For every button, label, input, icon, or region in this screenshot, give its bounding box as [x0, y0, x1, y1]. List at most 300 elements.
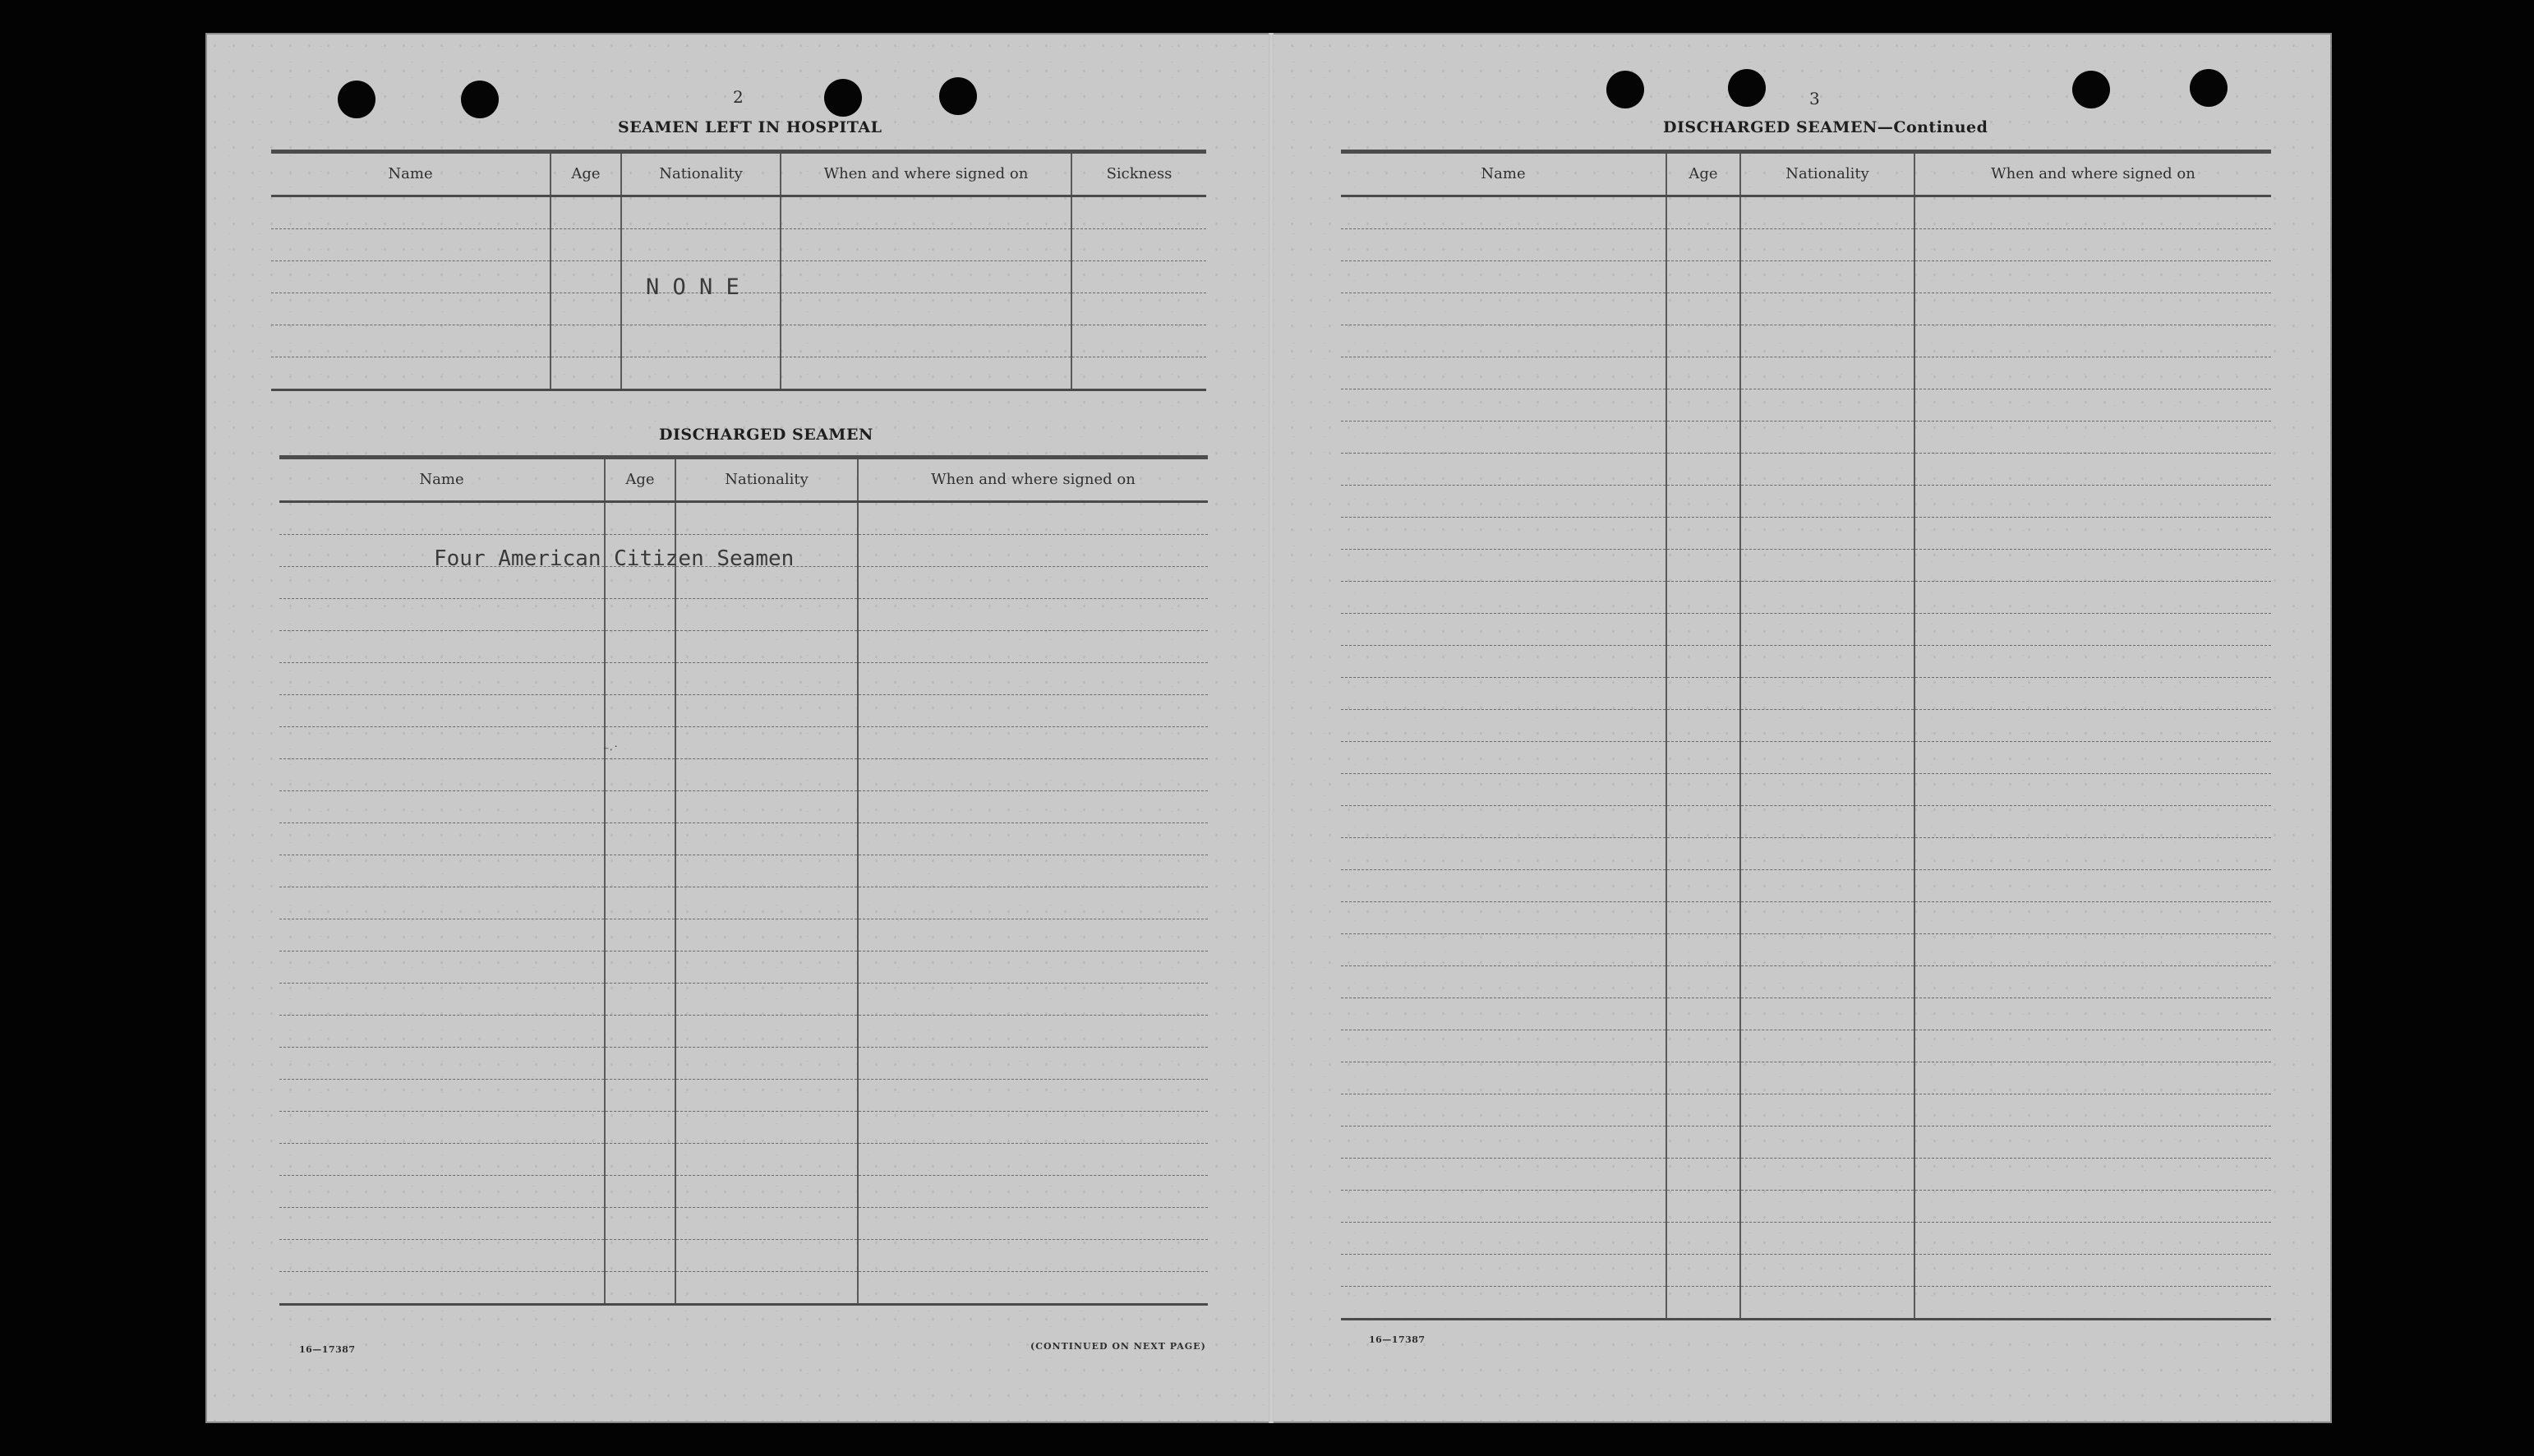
table-cell	[781, 325, 1071, 357]
table-row	[1341, 1030, 2271, 1062]
table-row	[279, 1176, 1208, 1208]
column-header: Sickness	[1071, 152, 1206, 196]
table-cell	[1740, 389, 1914, 422]
table-cell	[1914, 1094, 2271, 1127]
table-cell	[1914, 582, 2271, 614]
table-cell	[858, 791, 1208, 823]
table-row	[279, 663, 1208, 695]
table-cell	[271, 357, 551, 390]
table-cell	[675, 567, 858, 599]
manifest-sheet	[205, 33, 2332, 1423]
table-row	[279, 567, 1208, 599]
table-cell	[858, 695, 1208, 727]
table-row	[279, 502, 1208, 535]
table-cell	[1071, 293, 1206, 325]
table-row	[279, 631, 1208, 663]
table-cell	[1666, 357, 1740, 389]
table-cell	[1341, 1030, 1666, 1062]
table-cell	[279, 695, 605, 727]
table-row	[1341, 357, 2271, 389]
table-cell	[605, 1144, 675, 1176]
table-cell	[858, 951, 1208, 984]
discharged-table-right	[1341, 150, 2271, 1320]
right-page-number: 3	[1809, 89, 1820, 108]
table-cell	[1666, 1062, 1740, 1094]
table-cell	[1341, 486, 1666, 518]
table-cell	[858, 1080, 1208, 1112]
table-cell	[1666, 966, 1740, 998]
table-cell	[1341, 838, 1666, 870]
table-cell	[605, 599, 675, 631]
table-cell	[1666, 1287, 1740, 1320]
table-cell	[675, 502, 858, 535]
table-cell	[279, 951, 605, 984]
table-row	[279, 1112, 1208, 1144]
table-cell	[1341, 196, 1666, 229]
table-cell	[605, 759, 675, 791]
table-cell	[858, 984, 1208, 1016]
table-cell	[1914, 774, 2271, 806]
table-cell	[605, 855, 675, 887]
table-cell	[605, 1112, 675, 1144]
table-cell	[605, 1272, 675, 1305]
table-cell	[675, 1272, 858, 1305]
table-cell	[551, 293, 621, 325]
table-cell	[1666, 902, 1740, 934]
table-cell	[279, 887, 605, 919]
table-row	[1341, 902, 2271, 934]
table-row	[1341, 934, 2271, 966]
table-row	[1341, 1094, 2271, 1127]
table-cell	[1740, 1223, 1914, 1255]
table-cell	[1914, 998, 2271, 1030]
table-cell	[858, 567, 1208, 599]
table-row	[1341, 325, 2271, 357]
table-cell	[858, 1176, 1208, 1208]
punch-hole	[338, 81, 375, 118]
table-cell	[271, 196, 551, 229]
table-row	[279, 887, 1208, 919]
table-cell	[1914, 742, 2271, 774]
table-cell	[1666, 710, 1740, 742]
table-row	[279, 1240, 1208, 1272]
table-cell	[271, 325, 551, 357]
table-cell	[675, 951, 858, 984]
table-cell	[271, 261, 551, 293]
column-header: When and where signed on	[781, 152, 1071, 196]
table-cell	[1341, 1191, 1666, 1223]
punch-hole	[939, 77, 977, 115]
table-cell	[1341, 870, 1666, 902]
table-cell	[1740, 422, 1914, 454]
table-row	[1341, 389, 2271, 422]
table-cell	[605, 1048, 675, 1080]
table-cell	[605, 1240, 675, 1272]
table-row	[1341, 1062, 2271, 1094]
table-cell	[1666, 261, 1740, 293]
hospital-none-entry: N O N E	[646, 274, 739, 300]
table-row	[279, 855, 1208, 887]
table-cell	[1740, 870, 1914, 902]
table-row	[1341, 1191, 2271, 1223]
table-cell	[1914, 518, 2271, 550]
table-cell	[1914, 229, 2271, 261]
table-cell	[605, 567, 675, 599]
table-cell	[1071, 196, 1206, 229]
table-cell	[1666, 486, 1740, 518]
table-cell	[858, 759, 1208, 791]
column-header: Nationality	[621, 152, 781, 196]
table-cell	[675, 663, 858, 695]
column-header: Age	[605, 458, 675, 502]
table-row	[279, 695, 1208, 727]
table-cell	[1341, 614, 1666, 646]
table-cell	[1341, 998, 1666, 1030]
table-cell	[1740, 1030, 1914, 1062]
table-cell	[1666, 1191, 1740, 1223]
table-cell	[1341, 966, 1666, 998]
table-cell	[858, 1048, 1208, 1080]
table-cell	[1341, 1223, 1666, 1255]
column-header: Nationality	[675, 458, 858, 502]
table-cell	[1666, 646, 1740, 678]
left-page-number: 2	[733, 87, 744, 107]
column-header: When and where signed on	[858, 458, 1208, 502]
table-cell	[675, 1080, 858, 1112]
table-cell	[675, 791, 858, 823]
column-header: Age	[1666, 152, 1740, 196]
table-cell	[279, 1240, 605, 1272]
table-cell	[279, 1080, 605, 1112]
table-cell	[1341, 1062, 1666, 1094]
table-row	[1341, 1255, 2271, 1287]
table-cell	[675, 1048, 858, 1080]
table-cell	[675, 1240, 858, 1272]
table-cell	[1341, 325, 1666, 357]
table-cell	[1666, 1223, 1740, 1255]
table-cell	[279, 759, 605, 791]
table-cell	[1914, 293, 2271, 325]
discharged-section-title: DISCHARGED SEAMEN	[659, 426, 873, 444]
table-cell	[675, 823, 858, 855]
column-header: Nationality	[1740, 152, 1914, 196]
table-cell	[605, 1176, 675, 1208]
table-cell	[605, 919, 675, 951]
table-row	[1341, 582, 2271, 614]
table-row	[271, 325, 1206, 357]
discharged-table-left	[279, 455, 1208, 1306]
table-cell	[605, 823, 675, 855]
table-cell	[605, 1208, 675, 1240]
table-row	[1341, 1287, 2271, 1320]
table-cell	[1341, 806, 1666, 838]
table-cell	[1666, 1255, 1740, 1287]
table-cell	[1740, 518, 1914, 550]
table-cell	[1740, 774, 1914, 806]
table-cell	[605, 887, 675, 919]
table-cell	[1666, 293, 1740, 325]
punch-hole	[461, 81, 499, 118]
table-row	[1341, 998, 2271, 1030]
table-cell	[858, 855, 1208, 887]
table-cell	[1740, 1094, 1914, 1127]
table-cell	[605, 695, 675, 727]
table-cell	[1666, 742, 1740, 774]
table-cell	[1341, 710, 1666, 742]
table-cell	[1740, 838, 1914, 870]
table-cell	[279, 855, 605, 887]
table-cell	[1740, 293, 1914, 325]
left-form-number: 16—17387	[299, 1344, 356, 1355]
table-cell	[279, 1112, 605, 1144]
table-cell	[605, 631, 675, 663]
table-cell	[605, 502, 675, 535]
table-cell	[1666, 454, 1740, 486]
table-row	[279, 1144, 1208, 1176]
table-cell	[551, 196, 621, 229]
table-cell	[1666, 806, 1740, 838]
table-row	[279, 919, 1208, 951]
table-cell	[858, 1240, 1208, 1272]
table-row	[1341, 550, 2271, 582]
table-cell	[858, 1272, 1208, 1305]
table-row	[271, 196, 1206, 229]
right-form-number: 16—17387	[1369, 1334, 1426, 1345]
table-cell	[1341, 1255, 1666, 1287]
table-cell	[858, 663, 1208, 695]
table-cell	[1914, 934, 2271, 966]
table-cell	[605, 663, 675, 695]
table-cell	[1914, 838, 2271, 870]
table-cell	[858, 599, 1208, 631]
table-cell	[1666, 389, 1740, 422]
table-cell	[1740, 1255, 1914, 1287]
table-cell	[1914, 261, 2271, 293]
table-row	[1341, 229, 2271, 261]
column-header: Name	[1341, 152, 1666, 196]
table-row	[1341, 774, 2271, 806]
table-cell	[1740, 934, 1914, 966]
table-cell	[551, 357, 621, 390]
table-cell	[1341, 454, 1666, 486]
table-cell	[1666, 1094, 1740, 1127]
table-cell	[1914, 1287, 2271, 1320]
table-cell	[675, 599, 858, 631]
table-cell	[781, 293, 1071, 325]
table-cell	[1341, 229, 1666, 261]
table-cell	[1914, 678, 2271, 710]
table-cell	[675, 1208, 858, 1240]
table-cell	[551, 325, 621, 357]
table-cell	[1914, 196, 2271, 229]
table-cell	[1740, 550, 1914, 582]
table-cell	[1740, 582, 1914, 614]
discharged-entry: Four American Citizen Seamen	[434, 546, 795, 571]
table-row	[1341, 261, 2271, 293]
table-cell	[1666, 229, 1740, 261]
table-cell	[1341, 293, 1666, 325]
table-cell	[605, 791, 675, 823]
table-cell	[1740, 196, 1914, 229]
table-row	[279, 1272, 1208, 1305]
table-cell	[858, 1144, 1208, 1176]
table-cell	[605, 1016, 675, 1048]
table-cell	[675, 727, 858, 759]
table-cell	[1341, 357, 1666, 389]
table-cell	[1914, 1062, 2271, 1094]
table-cell	[621, 229, 781, 261]
table-row	[1341, 1159, 2271, 1191]
table-row	[1341, 966, 2271, 998]
table-cell	[1914, 486, 2271, 518]
table-cell	[279, 1016, 605, 1048]
table-cell	[1914, 1223, 2271, 1255]
punch-hole	[1728, 69, 1766, 107]
table-cell	[1341, 774, 1666, 806]
table-cell	[1666, 870, 1740, 902]
table-cell	[675, 631, 858, 663]
table-cell	[279, 1176, 605, 1208]
table-cell	[551, 261, 621, 293]
table-row	[1341, 614, 2271, 646]
table-cell	[605, 984, 675, 1016]
table-cell	[675, 1016, 858, 1048]
table-cell	[1071, 325, 1206, 357]
table-cell	[1341, 422, 1666, 454]
table-cell	[858, 631, 1208, 663]
table-cell	[781, 229, 1071, 261]
table-cell	[279, 502, 605, 535]
table-row	[279, 1016, 1208, 1048]
table-cell	[1341, 1159, 1666, 1191]
table-cell	[621, 357, 781, 390]
table-cell	[1914, 389, 2271, 422]
table-cell	[1341, 742, 1666, 774]
table-cell	[1740, 325, 1914, 357]
table-cell	[1740, 966, 1914, 998]
table-cell	[279, 1272, 605, 1305]
table-cell	[1341, 518, 1666, 550]
table-row	[1341, 422, 2271, 454]
table-cell	[279, 631, 605, 663]
table-cell	[1666, 998, 1740, 1030]
table-cell	[858, 1112, 1208, 1144]
table-cell	[675, 1176, 858, 1208]
table-cell	[1914, 710, 2271, 742]
table-row	[279, 823, 1208, 855]
table-row	[1341, 1127, 2271, 1159]
table-cell	[675, 759, 858, 791]
table-row	[271, 357, 1206, 390]
table-cell	[1914, 646, 2271, 678]
table-row	[279, 727, 1208, 759]
table-cell	[675, 984, 858, 1016]
table-cell	[279, 1208, 605, 1240]
table-row	[1341, 196, 2271, 229]
table-row	[279, 759, 1208, 791]
table-cell	[1666, 614, 1740, 646]
table-row	[1341, 838, 2271, 870]
table-row	[279, 791, 1208, 823]
table-cell	[279, 791, 605, 823]
table-cell	[279, 663, 605, 695]
table-cell	[1666, 934, 1740, 966]
hospital-table	[271, 150, 1206, 391]
table-cell	[279, 1048, 605, 1080]
table-cell	[675, 855, 858, 887]
table-cell	[1914, 1191, 2271, 1223]
table-cell	[1914, 1159, 2271, 1191]
table-cell	[858, 919, 1208, 951]
continued-note: (CONTINUED ON NEXT PAGE)	[1030, 1341, 1206, 1352]
table-row	[1341, 518, 2271, 550]
table-cell	[1666, 838, 1740, 870]
column-header: Name	[279, 458, 605, 502]
page-fold	[1269, 33, 1274, 1423]
table-cell	[1914, 1127, 2271, 1159]
table-cell	[1740, 1127, 1914, 1159]
table-cell	[1740, 1287, 1914, 1320]
table-cell	[1071, 229, 1206, 261]
table-cell	[279, 823, 605, 855]
table-cell	[1914, 1030, 2271, 1062]
punch-hole	[2072, 71, 2110, 108]
table-cell	[1914, 550, 2271, 582]
table-row	[279, 984, 1208, 1016]
table-cell	[858, 887, 1208, 919]
table-cell	[675, 1144, 858, 1176]
column-header: Name	[271, 152, 551, 196]
table-cell	[1914, 325, 2271, 357]
table-row	[1341, 486, 2271, 518]
table-cell	[279, 919, 605, 951]
table-cell	[1341, 261, 1666, 293]
table-cell	[1914, 357, 2271, 389]
table-cell	[1740, 710, 1914, 742]
table-cell	[1740, 646, 1914, 678]
table-cell	[621, 325, 781, 357]
table-cell	[279, 1144, 605, 1176]
table-cell	[858, 535, 1208, 567]
table-cell	[1666, 518, 1740, 550]
stray-mark: ⁻ˑ˙	[603, 744, 620, 758]
table-cell	[1740, 1159, 1914, 1191]
table-cell	[1914, 870, 2271, 902]
table-cell	[1914, 422, 2271, 454]
table-cell	[1341, 934, 1666, 966]
table-cell	[1740, 1191, 1914, 1223]
table-cell	[1341, 646, 1666, 678]
table-cell	[1740, 357, 1914, 389]
table-cell	[1740, 742, 1914, 774]
table-cell	[1914, 614, 2271, 646]
table-cell	[1341, 389, 1666, 422]
table-row	[1341, 678, 2271, 710]
column-header: Age	[551, 152, 621, 196]
table-cell	[1341, 1127, 1666, 1159]
table-cell	[605, 1080, 675, 1112]
table-cell	[858, 727, 1208, 759]
table-cell	[1914, 1255, 2271, 1287]
table-cell	[1666, 550, 1740, 582]
table-row	[1341, 870, 2271, 902]
table-cell	[781, 261, 1071, 293]
table-cell	[781, 196, 1071, 229]
table-cell	[675, 1112, 858, 1144]
table-cell	[1666, 678, 1740, 710]
table-cell	[1914, 902, 2271, 934]
table-row	[1341, 454, 2271, 486]
